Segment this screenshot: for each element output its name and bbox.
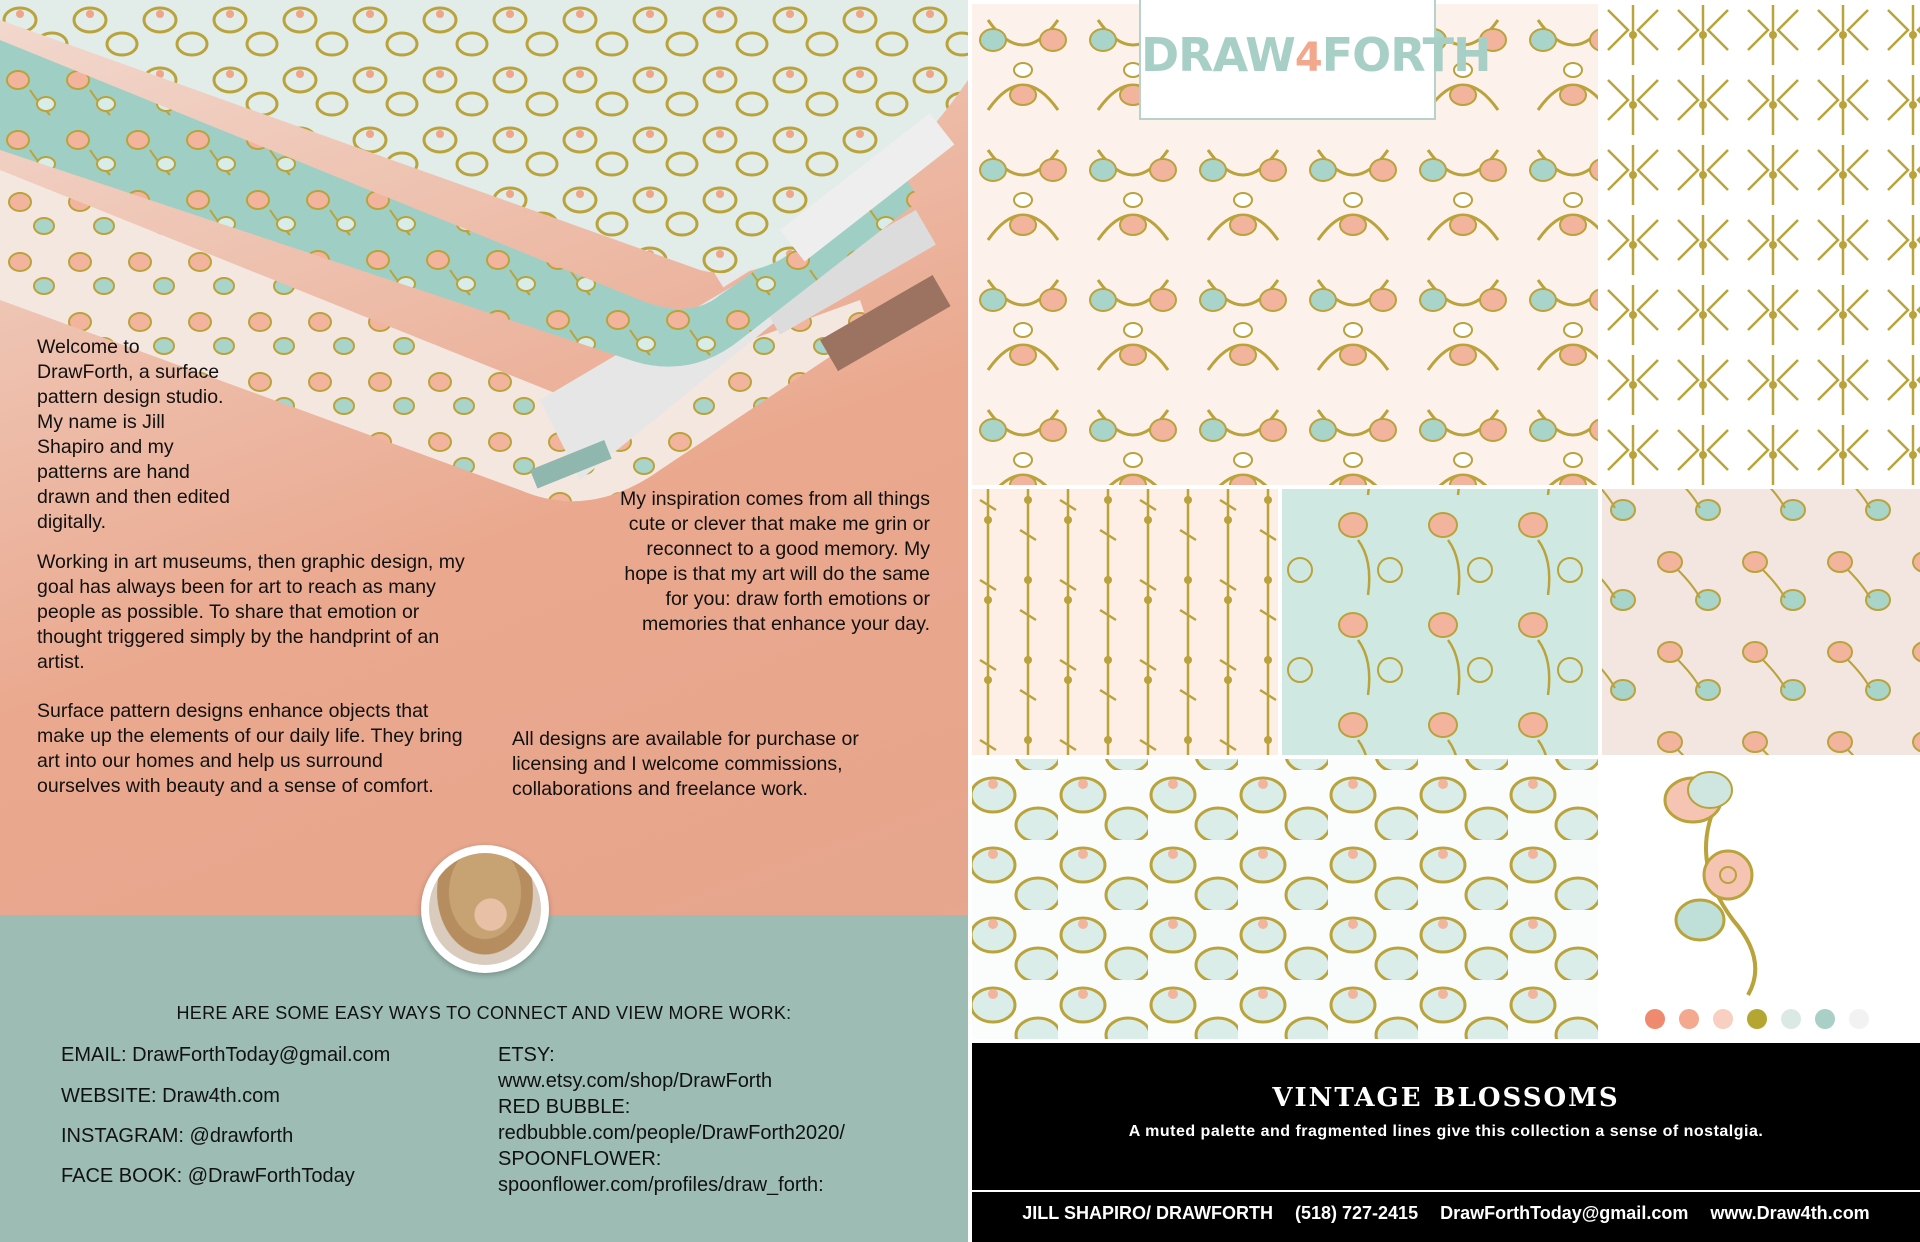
logo-text: DRAW4FORTH [1141,28,1491,82]
etsy-label: ETSY: [498,1044,555,1066]
intro-column-right [508,487,930,650]
facebook-link[interactable]: FACE BOOK: @DrawForthToday [61,1165,355,1187]
footer-contact [972,1203,1920,1224]
pattern-tile-5 [1602,489,1920,755]
intro-column-left [37,550,469,812]
email-link[interactable]: EMAIL: DrawForthToday@gmail.com [61,1044,391,1066]
intro-text-2: Working in art museums, then graphic design, my goal has always been for art to reach as many people as possible. To share that emotion or thought triggered simply by the handprint of an artist. [37,551,465,673]
palette-swatch [1679,1009,1699,1029]
avatar [421,845,549,973]
pattern-tile-3 [972,489,1278,755]
redbubble-link[interactable]: redbubble.com/people/DrawForth2020/ [498,1122,845,1144]
intro-text-3: Surface pattern designs enhance objects that make up the elements of our daily life. They bring art into our homes and help us surround ourselves with beauty and a sense of comfort. [37,700,463,797]
intro-text-5: All designs are available for purchase or licensing and I welcome commissions, collaborations and freelance work. [512,728,859,800]
intro-text-1: Welcome to DrawForth, a surface pattern design studio. My name is Jill Shapiro and my patterns are hand drawn and then edited digitally. [37,336,230,533]
contact-heading: HERE ARE SOME EASY WAYS TO CONNECT AND VIEW MORE WORK: [176,1003,792,1023]
blossom-motif [1665,772,1755,995]
website-link[interactable]: WEBSITE: Draw4th.com [61,1085,280,1107]
brand-logo [1139,0,1491,120]
intro-paragraph-1 [37,335,237,548]
palette-swatch [1713,1009,1733,1029]
palette-swatch [1645,1009,1665,1029]
palette-swatch [1849,1009,1869,1029]
pattern-collage [968,0,1920,1043]
pattern-tile-6 [972,759,1598,1039]
intro-text-4: My inspiration comes from all things cute or clever that make me grin or reconnect to a good memory. My hope is that my art will do the same for you: draw forth emotions or memories that enhance your day. [620,488,930,635]
footer-phone[interactable]: (518) 727-2415 [1294,1203,1419,1223]
footer-name: JILL SHAPIRO/ DRAWFORTH [1022,1203,1273,1223]
palette-swatch [1747,1009,1767,1029]
intro-paragraph-5 [512,727,902,815]
etsy-link[interactable]: www.etsy.com/shop/DrawForth [498,1070,773,1092]
pattern-tile-4 [1282,489,1598,755]
redbubble-label: RED BUBBLE: [498,1096,631,1118]
collection-title: VINTAGE BLOSSOMS [1272,1083,1620,1113]
pattern-tile-2 [1602,4,1920,485]
footer-email[interactable]: DrawForthToday@gmail.com [1440,1203,1689,1223]
spoonflower-label: SPOONFLOWER: [498,1148,662,1170]
collection-subtitle: A muted palette and fragmented lines give this collection a sense of nostalgia. [1128,1123,1764,1140]
palette-swatch [1815,1009,1835,1029]
instagram-link[interactable]: INSTAGRAM: @drawforth [61,1125,294,1147]
footer-website[interactable]: www.Draw4th.com [1710,1203,1870,1223]
palette-swatch [1781,1009,1801,1029]
footer-divider [972,1190,1920,1192]
spoonflower-link[interactable]: spoonflower.com/profiles/draw_forth: [498,1174,824,1196]
